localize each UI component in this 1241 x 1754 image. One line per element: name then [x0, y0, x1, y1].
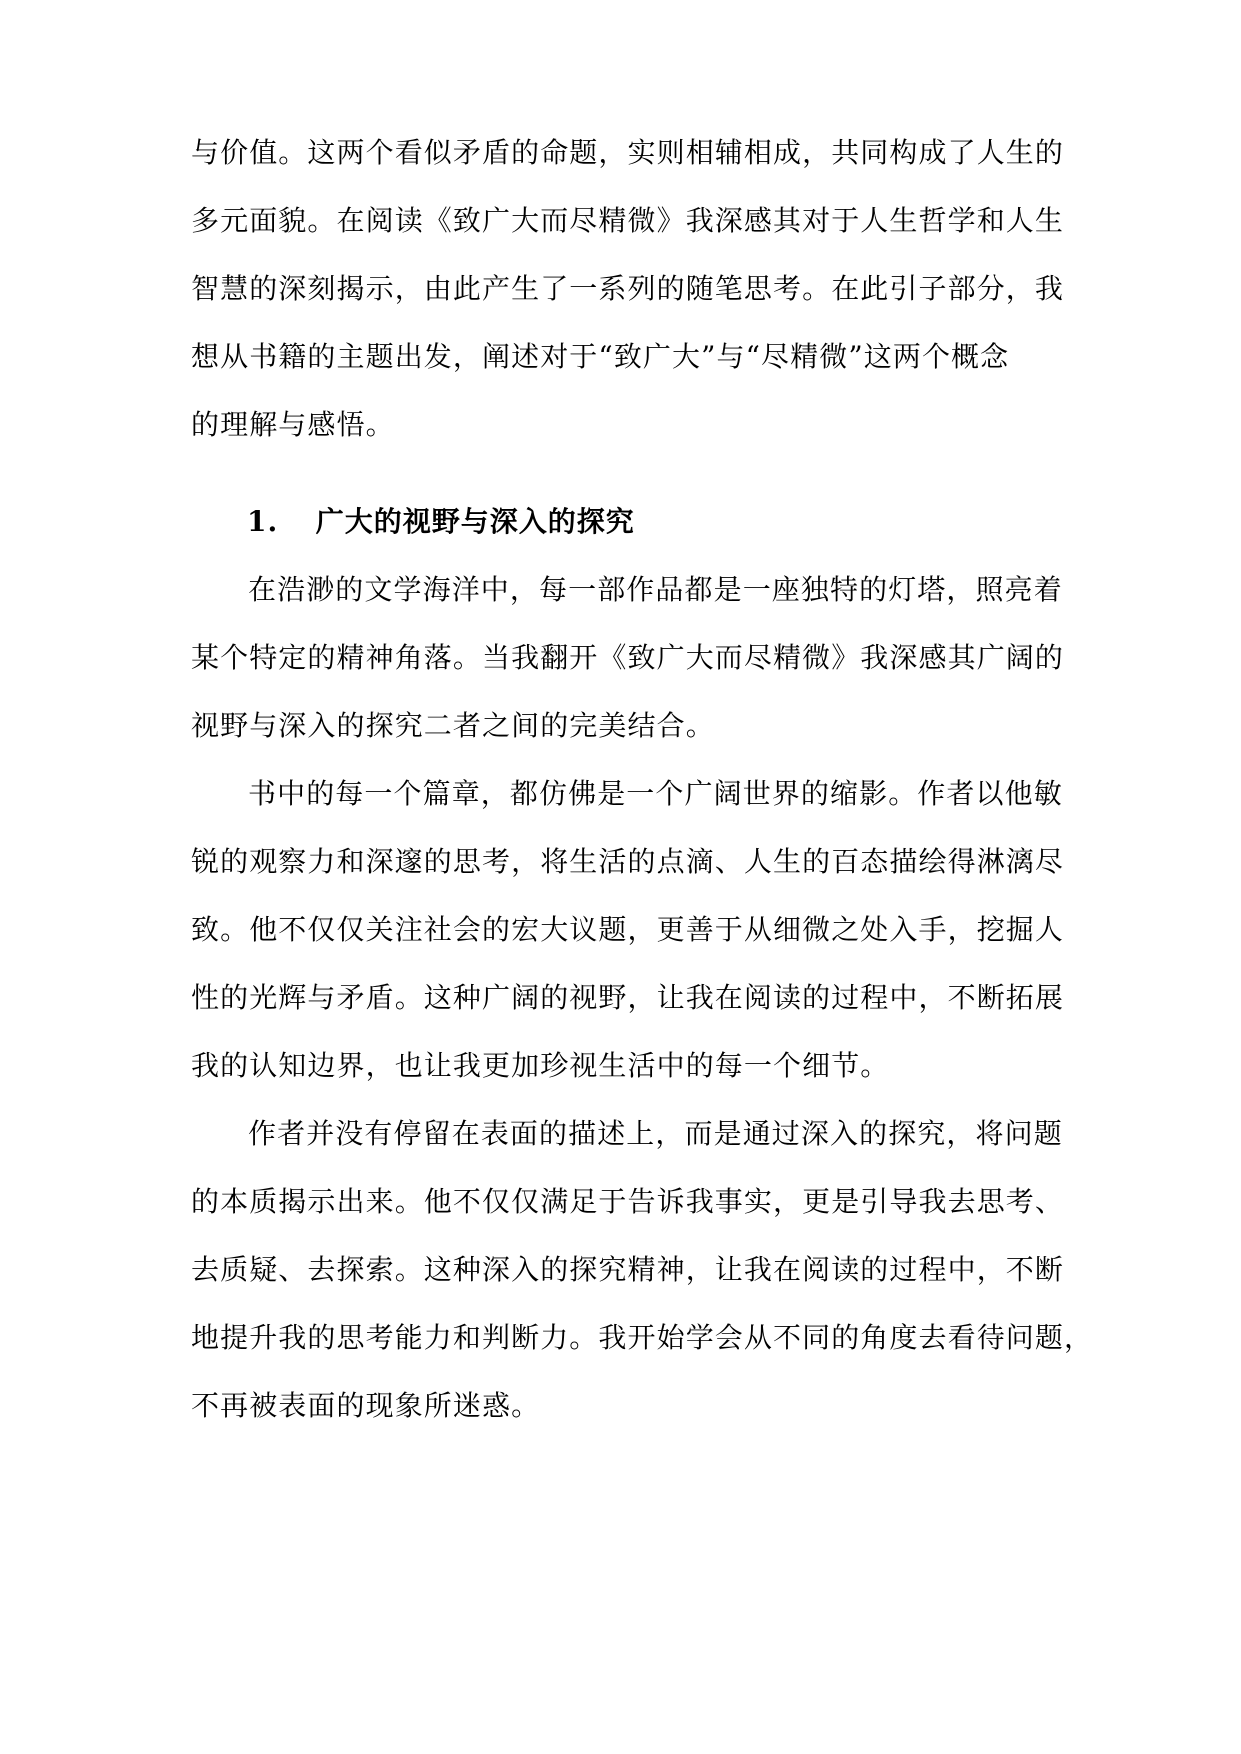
section-heading — [247, 502, 635, 542]
para2-line-1: 书中的每一个篇章，都仿佛是一个广阔世界的缩影。作者以他敏 — [248, 777, 1063, 810]
para2-line-2: 锐的观察力和深邃的思考，将生活的点滴、人生的百态描绘得淋漓尽 — [191, 845, 1065, 878]
intro-line-4: 想从书籍的主题出发，阐述对于“致广大”与“尽精微”这两个概念 — [191, 340, 1010, 373]
para3-line-1: 作者并没有停留在表面的描述上，而是通过深入的探究，将问题 — [248, 1117, 1063, 1150]
intro-line-2: 多元面貌。在阅读《致广大而尽精微》我深感其对于人生哲学和人生 — [191, 204, 1065, 237]
para3-line-5: 不再被表面的现象所迷惑。 — [191, 1389, 541, 1422]
intro-line-1: 与价值。这两个看似矛盾的命题，实则相辅相成，共同构成了人生的 — [191, 136, 1065, 169]
intro-line-3: 智慧的深刻揭示，由此产生了一系列的随笔思考。在此引子部分，我 — [191, 272, 1065, 305]
section-number: 1. — [247, 505, 279, 538]
para2-line-5: 我的认知边界，也让我更加珍视生活中的每一个细节。 — [191, 1049, 890, 1082]
para3-line-3: 去质疑、去探索。这种深入的探究精神，让我在阅读的过程中，不断 — [191, 1253, 1065, 1286]
section-title: 广大的视野与深入的探究 — [315, 505, 635, 538]
para1-line-2: 某个特定的精神角落。当我翻开《致广大而尽精微》我深感其广阔的 — [191, 641, 1065, 674]
para2-line-4: 性的光辉与矛盾。这种广阔的视野，让我在阅读的过程中，不断拓展 — [191, 981, 1065, 1014]
para2-line-3: 致。他不仅仅关注社会的宏大议题，更善于从细微之处入手，挖掘人 — [191, 913, 1065, 946]
para3-line-2: 的本质揭示出来。他不仅仅满足于告诉我事实，更是引导我去思考、 — [191, 1185, 1065, 1218]
para1-line-3: 视野与深入的探究二者之间的完美结合。 — [191, 709, 715, 742]
para1-line-1: 在浩渺的文学海洋中，每一部作品都是一座独特的灯塔，照亮着 — [248, 573, 1063, 606]
para3-line-4: 地提升我的思考能力和判断力。我开始学会从不同的角度去看待问题， — [191, 1321, 1094, 1354]
intro-line-5: 的理解与感悟。 — [191, 408, 395, 441]
